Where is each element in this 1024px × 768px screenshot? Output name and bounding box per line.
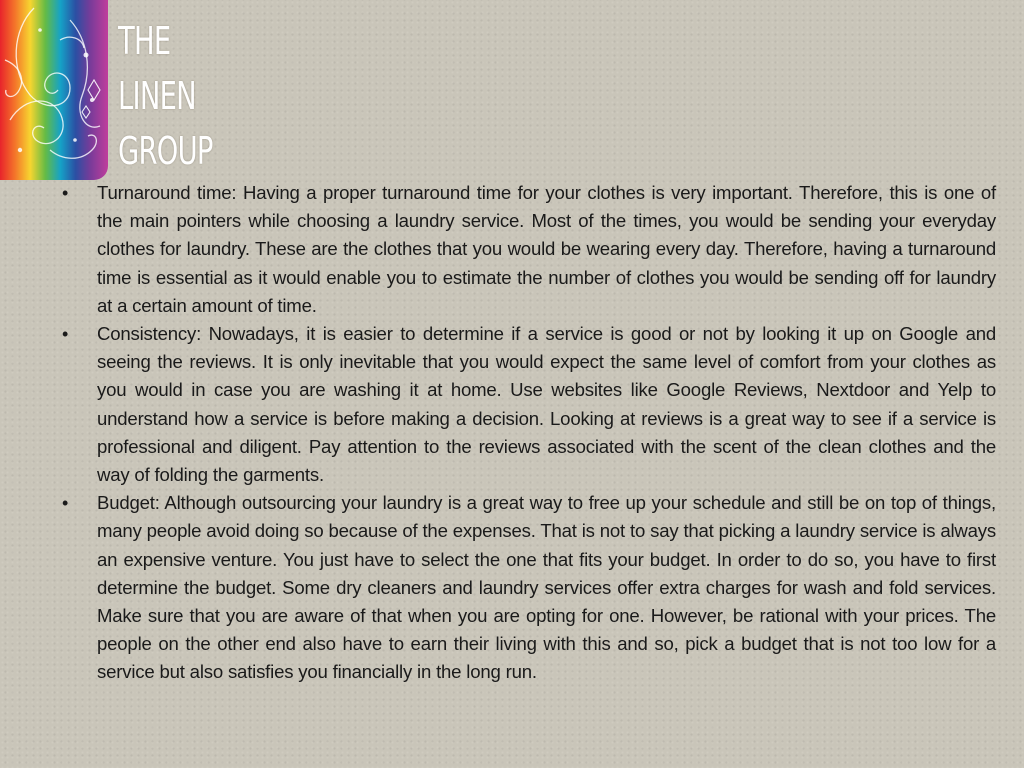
bullet-text: Turnaround time: Having a proper turnaround time for your clothes is very important. Therefore, this is one of the main pointers while choosing a laundry service. Most of the times, you would be sending your everyday clothes for laundry. These are the clothes that you would be wearing every day. Therefore, having a turnaround time is essential as it would enable you to estimate the number of clothes you would be sending off for laundry at a certain amount of time. <box>97 182 996 316</box>
bullet-text: Consistency: Nowadays, it is easier to determine if a service is good or not by looking it up on Google and seeing the reviews. It is only inevitable that you would expect the same level of comfort from your clothes as you would in case you are washing it at home. Use websites like Google Reviews, Nextdoor and Yelp to understand how a service is before making a decision. Looking at reviews is a great way to see if a service is professional and diligent. Pay attention to the reviews associated with the scent of the clean clothes and the way of folding the garments. <box>97 323 996 486</box>
list-item <box>62 179 996 320</box>
brand-line: THE <box>118 19 171 63</box>
brand-line: LINEN <box>118 74 196 118</box>
bullet-icon: • <box>62 493 69 514</box>
bullet-icon: • <box>62 183 69 203</box>
list-item <box>62 320 996 489</box>
swirl-ornament-icon <box>0 0 108 180</box>
bullet-icon: • <box>62 324 69 345</box>
brand-line: GROUP <box>118 129 213 173</box>
bullet-text: Budget: Although outsourcing your laundry is a great way to free up your schedule and still be on top of things, many people avoid doing so because of the expenses. That is not to say that picking a laundry service is always an expensive venture. You just have to select the one that fits your budget. In order to do so, you have to first determine the budget. Some dry cleaners and laundry services offer extra charges for wash and fold services. Make sure that you are aware of that when you are opting for one. However, be rational with your prices. The people on the other end also have to earn their living with this and so, pick a budget that is not too low for a service but also satisfies you financially in the long run. <box>97 492 996 683</box>
list-item <box>62 489 996 686</box>
rainbow-swirl-logo <box>0 0 108 180</box>
bullet-list <box>62 179 996 687</box>
brand-wordmark <box>118 14 213 179</box>
